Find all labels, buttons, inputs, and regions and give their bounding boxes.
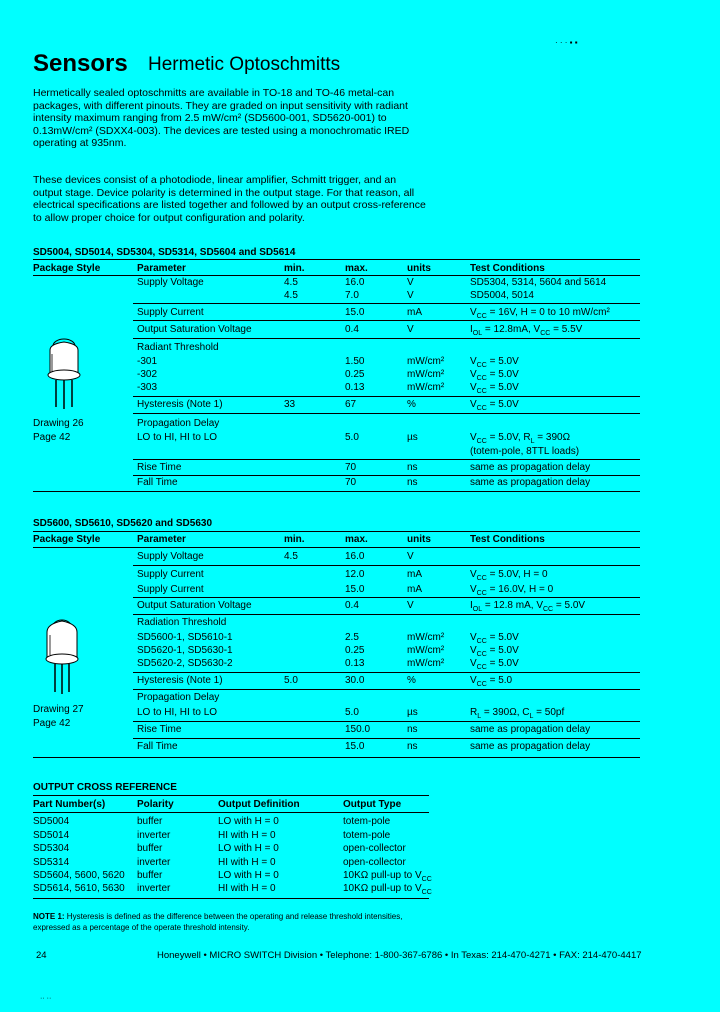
table2-header-package: Package Style [33,534,101,545]
table2-row-rule [133,738,640,739]
table2-row-rule [133,597,640,598]
table1-row-rule [133,459,640,460]
cross-ref-bottom-rule [33,898,429,899]
table2-row-label: Propagation Delay [137,692,220,703]
table2-row-rule [133,689,640,690]
table2-drawing-ref: Drawing 27 [33,704,84,715]
table1-header-max: max. [345,263,368,274]
table1-top-rule [33,259,640,260]
table1-bottom-rule [33,491,640,492]
table2-header-units: units [407,534,431,545]
cross-ref-header-type: Output Type [343,799,402,810]
table2-page-ref: Page 42 [33,718,71,729]
table1-header-parameter: Parameter [137,263,186,274]
intro-paragraph-1: Hermetically sealed optoschmitts are available in TO-18 and TO-46 metal-can packages, with different pinouts. They are graded on input sensitivity with radiant intensity maximum ranging from 2.5 mW/cm² (SD5600-001, SD5620-001) to 0.13mW/cm² (SDXX4-003). The devices are tested using a monochromatic IRED operating at 935nm. [33,87,410,150]
table1-row-label: Radiant Threshold [137,342,219,353]
table2-top-rule [33,531,640,532]
table1-title: SD5004, SD5014, SD5304, SD5314, SD5604 and SD5614 [33,247,296,258]
table2-header-parameter: Parameter [137,534,186,545]
cross-ref-header-definition: Output Definition [218,799,300,810]
to18-package-icon [42,335,86,410]
table2-header-min: min. [284,534,305,545]
table2-bottom-rule [33,757,640,758]
table2-header-conditions: Test Conditions [470,534,545,545]
table1-row-label: Propagation Delay [137,418,220,429]
table2-row-rule [133,721,640,722]
table1-header-rule [33,275,640,276]
table1-row-rule [133,413,640,414]
table1-row-rule [133,338,640,339]
table1-page-ref: Page 42 [33,432,71,443]
table2-header-max: max. [345,534,368,545]
cross-ref-header-polarity: Polarity [137,799,174,810]
to46-package-icon [40,615,84,695]
footer-contact: Honeywell • MICRO SWITCH Division • Telephone: 1-800-367-6786 • In Texas: 214-470-4271 • FAX: 214-470-4417 [157,950,642,961]
corner-marks: · · · ▪ ▪ [555,38,578,47]
table2-header-rule [33,547,640,548]
table1-drawing-ref: Drawing 26 [33,418,84,429]
page-title: Sensors [33,50,128,77]
table2-title: SD5600, SD5610, SD5620 and SD5630 [33,518,212,529]
table2-row-label: Radiation Threshold [137,617,227,628]
cross-ref-header-rule [33,812,429,813]
cross-ref-title: OUTPUT CROSS REFERENCE [33,782,177,793]
table1-row-rule [133,320,640,321]
page-subtitle: Hermetic Optoschmitts [148,54,341,75]
table1-header-min: min. [284,263,305,274]
table2-row-rule [133,672,640,673]
note-1: NOTE 1: Hysteresis is defined as the difference between the operating and release threshold intensities, [33,912,403,921]
table1-row-rule [133,396,640,397]
table1-header-units: units [407,263,431,274]
table1-row-note: (totem-pole, 8TTL loads) [470,446,580,457]
table1-header-conditions: Test Conditions [470,263,545,274]
table2-row-rule [133,565,640,566]
bottom-marks: ·· ·· [40,995,52,1002]
note-1-continued: expressed as a percentage of the operate threshold intensity. [33,923,250,932]
table2-row-rule [133,614,640,615]
cross-ref-header-part: Part Number(s) [33,799,106,810]
page-number: 24 [36,950,47,961]
table1-row-rule [133,303,640,304]
intro-paragraph-2: These devices consist of a photodiode, linear amplifier, Schmitt trigger, and an output stage. Device polarity is determined in the output stage. For that reason, all electrical specifications are listed together and followed by an output cross-reference to allow proper choice for output configuration and polarity. [33,174,426,224]
table1-row-rule [133,475,640,476]
table1-header-package: Package Style [33,263,101,274]
cross-ref-top-rule [33,795,429,796]
